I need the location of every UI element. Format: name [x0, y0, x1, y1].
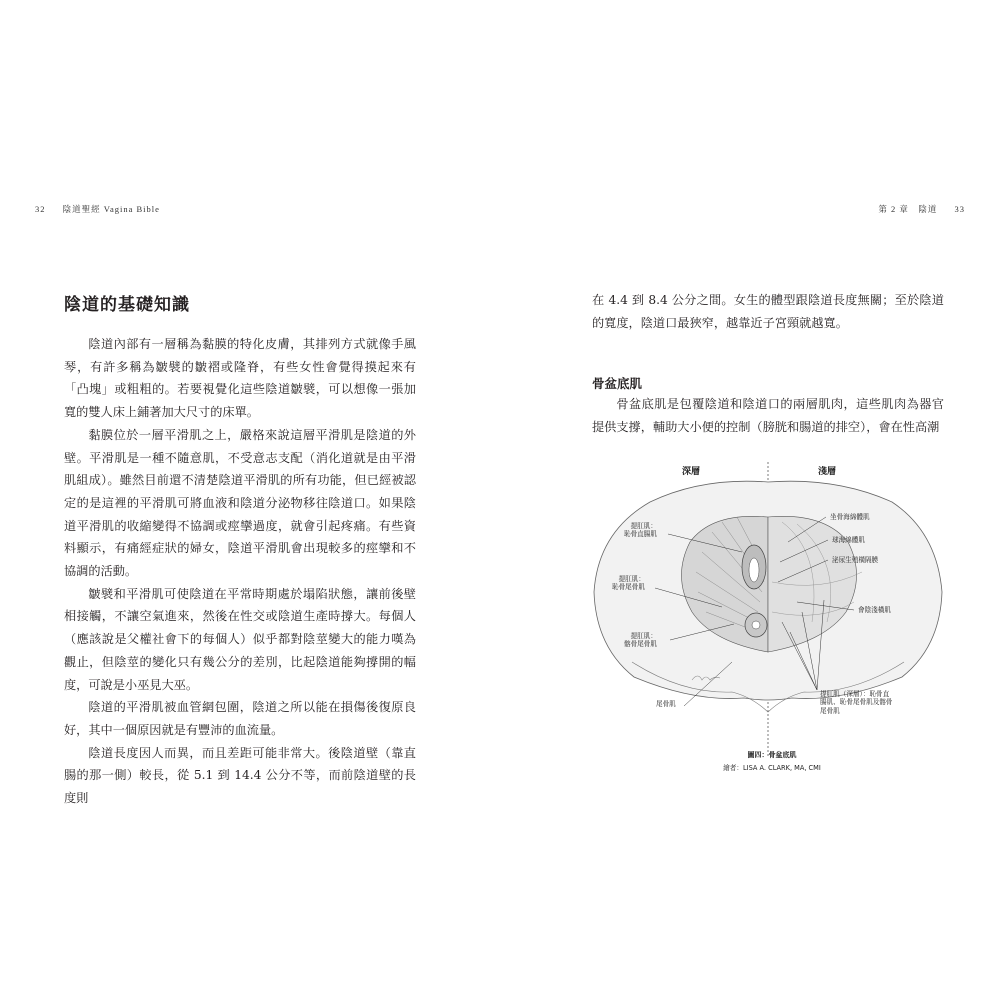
label-ischiocavernosus: 坐骨海綿體肌	[830, 513, 870, 521]
label-urogenital-diaphragm: 泌尿生殖橫隔膜	[832, 556, 879, 564]
left-body-text	[64, 333, 416, 810]
right-continuation-text	[592, 289, 944, 334]
paragraph: 骨盆底肌是包覆陰道和陰道口的兩層肌肉，這些肌肉為器官提供支撐，輔助大小便的控制（膀胱和腸道的排空），會在性高潮	[592, 397, 944, 434]
caption-title: 圖四：骨盆底肌	[747, 751, 797, 759]
anatomical-drawing	[592, 462, 944, 782]
label-bulbospongiosus: 球海綿體肌	[832, 536, 865, 544]
paragraph: 陰道內部有一層稱為黏膜的特化皮膚，其排列方式就像手風琴，有許多稱為皺襞的皺褶或隆脊，有些女性會覺得摸起來有「凸塊」或粗粗的。若要視覺化這些陰道皺襞，可以想像一張加寬的雙人床上鋪著加大尺寸的床單。	[64, 337, 416, 420]
deep-layer-label: 深層	[682, 467, 701, 477]
right-running-header	[878, 203, 965, 215]
paragraph: 在 4.4 到 8.4 公分之間。女生的體型跟陰道長度無關；至於陰道的寬度，陰道口最狹窄，越靠近子宮頸就越寬。	[592, 293, 944, 330]
section-heading-pelvic-floor: 骨盆底肌	[592, 376, 643, 391]
paragraph: 陰道的平滑肌被血管網包圍，陰道之所以能在損傷後復原良好，其中一個原因就是有豐沛的血流量。	[64, 700, 416, 737]
paragraph: 黏膜位於一層平滑肌之上，嚴格來說這層平滑肌是陰道的外壁。平滑肌是一種不隨意肌，不受意志支配（消化道就是由平滑肌組成）。雖然目前還不清楚陰道平滑肌的所有功能，但已經被認定的是這裡的平滑肌可將血液和陰道分泌物移往陰道口。如果陰道平滑肌的收縮變得不協調或痙攣過度，就會引起疼痛。有些資料顯示，有痛經症狀的婦女，陰道平滑肌會出現較多的痙攣和不協調的活動。	[64, 427, 416, 579]
label-coccygeus: 尾骨肌	[656, 700, 676, 708]
label-iliococcygeus: 提肛肌： 髂骨尾骨肌	[624, 632, 657, 649]
left-running-title: 陰道聖經 Vagina Bible	[62, 204, 160, 214]
label-superficial-transverse: 會陰淺橫肌	[858, 606, 891, 614]
paragraph: 皺襞和平滑肌可使陰道在平常時期處於塌陷狀態，讓前後壁相接觸，不讓空氣進來，然後在性交或陰道生產時撐大。每個人（應該說是父權社會下的每個人）似乎都對陰莖變大的能力嘆為觀止，但陰莖的變化只有幾公分的差別，比起陰道能夠撐開的幅度，可說是小巫見大巫。	[64, 586, 416, 692]
right-running-title: 第 2 章 陰道	[878, 204, 938, 214]
label-pubococcygeus: 提肛肌： 恥骨尾骨肌	[612, 575, 645, 592]
right-page-number: 33	[954, 204, 965, 214]
left-running-header	[35, 203, 160, 215]
pelvic-floor-illustration	[592, 462, 944, 782]
paragraph: 陰道長度因人而異，而且差距可能非常大。後陰道壁（靠直腸的那一側）較長，從 5.1 到 14.4 公分不等，而前陰道壁的長度則	[64, 745, 416, 806]
pelvic-floor-text	[592, 393, 944, 438]
superficial-layer-label: 淺層	[818, 467, 837, 477]
figure-caption	[692, 750, 852, 772]
label-puborectalis: 提肛肌： 恥骨直腸肌	[624, 522, 657, 539]
left-page-number: 32	[35, 204, 46, 214]
section-heading-basics: 陰道的基礎知識	[64, 295, 190, 315]
label-levator-ani-deep: 提肛肌（深層）：恥骨直 腸肌、恥骨尾骨肌及髂骨 尾骨肌	[820, 690, 893, 715]
caption-credit: 繪者：LISA A. CLARK, MA, CMI	[723, 764, 821, 772]
